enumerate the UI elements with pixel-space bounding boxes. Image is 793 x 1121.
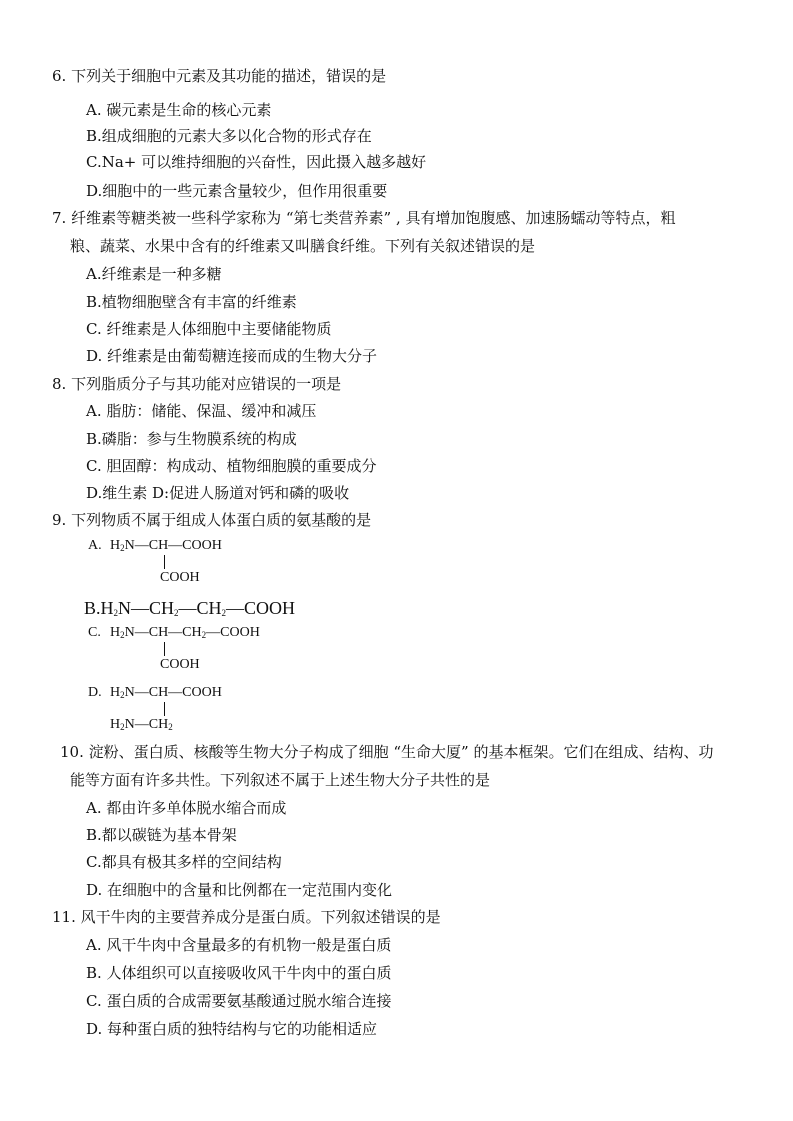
question-7-option-d: D. 纤维素是由葡萄糖连接而成的生物大分子 bbox=[86, 347, 378, 365]
question-11-option-c: C. 蛋白质的合成需要氨基酸通过脱水缩合连接 bbox=[86, 992, 392, 1010]
question-8-option-b: B.磷脂：参与生物膜系统的构成 bbox=[86, 430, 297, 448]
question-8-option-a: A. 脂肪：储能、保温、缓冲和减压 bbox=[86, 402, 317, 420]
question-7-stem-line2: 粮、蔬菜、水果中含有的纤维素又叫膳食纤维。下列有关叙述错误的是 bbox=[70, 237, 536, 255]
question-11-stem: 11. 风干牛肉的主要营养成分是蛋白质。下列叙述错误的是 bbox=[52, 908, 441, 926]
question-9-option-d-label: D. bbox=[88, 685, 102, 700]
question-10-stem-line1: 10. 淀粉、蛋白质、核酸等生物大分子构成了细胞 “生命大厦” 的基本框架。它们在组成、结构、功 bbox=[60, 743, 714, 761]
question-9-option-a-main-chain: $H_2N—CH—COOH$ bbox=[110, 538, 222, 553]
question-8-option-c: C. 胆固醇：构成动、植物细胞膜的重要成分 bbox=[86, 457, 377, 475]
question-10-option-d: D. 在细胞中的含量和比例都在一定范围内变化 bbox=[86, 881, 393, 899]
question-8-stem: 8. 下列脂质分子与其功能对应错误的一项是 bbox=[52, 375, 342, 393]
question-9-stem: 9. 下列物质不属于组成人体蛋白质的氨基酸的是 bbox=[52, 511, 372, 529]
question-9-option-d-branch: $H_2N—CH_2$ bbox=[110, 717, 173, 732]
question-10-option-c: C.都具有极其多样的空间结构 bbox=[86, 853, 282, 871]
question-11-option-b: B. 人体组织可以直接吸收风干牛肉中的蛋白质 bbox=[86, 964, 392, 982]
question-9-option-c-main-chain: $H_2N—CH—CH_2—COOH$ bbox=[110, 625, 260, 640]
question-9-option-a-branch: COOH bbox=[160, 570, 200, 585]
question-6-stem: 6. 下列关于细胞中元素及其功能的描述，错误的是 bbox=[52, 67, 387, 85]
question-7-option-c: C. 纤维素是人体细胞中主要储能物质 bbox=[86, 320, 332, 338]
question-10-stem-line2: 能等方面有许多共性。下列叙述不属于上述生物大分子共性的是 bbox=[70, 771, 491, 789]
question-9-option-c-label: C. bbox=[88, 625, 101, 640]
question-9-option-c-branch: COOH bbox=[160, 657, 200, 672]
question-11-option-a: A. 风干牛肉中含量最多的有机物一般是蛋白质 bbox=[86, 936, 392, 954]
question-6-option-d: D.细胞中的一些元素含量较少，但作用很重要 bbox=[86, 182, 388, 200]
question-9-option-c-bond bbox=[164, 642, 165, 656]
question-10-option-a: A. 都由许多单体脱水缩合而成 bbox=[86, 799, 287, 817]
question-10-option-b: B.都以碳链为基本骨架 bbox=[86, 826, 237, 844]
question-7-stem-line1: 7. 纤维素等糖类被一些科学家称为 “第七类营养素” , 具有增加饱腹感、加速肠蠕动等特点，粗 bbox=[52, 209, 676, 227]
question-9-option-a-label: A. bbox=[88, 538, 102, 553]
question-9-option-d-main-chain: $H_2N—CH—COOH$ bbox=[110, 685, 222, 700]
question-9-option-b-formula: $B.H_2N—CH_2—CH_2—COOH$ bbox=[84, 598, 296, 618]
question-7-option-b: B.植物细胞壁含有丰富的纤维素 bbox=[86, 293, 297, 311]
question-7-option-a: A.纤维素是一种多糖 bbox=[86, 265, 222, 283]
question-9-option-a-bond bbox=[164, 555, 165, 569]
question-11-option-d: D. 每种蛋白质的独特结构与它的功能相适应 bbox=[86, 1020, 378, 1038]
question-6-option-c: C.Na+ 可以维持细胞的兴奋性，因此摄入越多越好 bbox=[86, 153, 427, 171]
question-6-option-b: B.组成细胞的元素大多以化合物的形式存在 bbox=[86, 127, 372, 145]
question-9-option-d-bond bbox=[164, 702, 165, 716]
question-6-option-a: A. 碳元素是生命的核心元素 bbox=[86, 101, 272, 119]
question-8-option-d: D.维生素 D:促进人肠道对钙和磷的吸收 bbox=[86, 484, 350, 502]
